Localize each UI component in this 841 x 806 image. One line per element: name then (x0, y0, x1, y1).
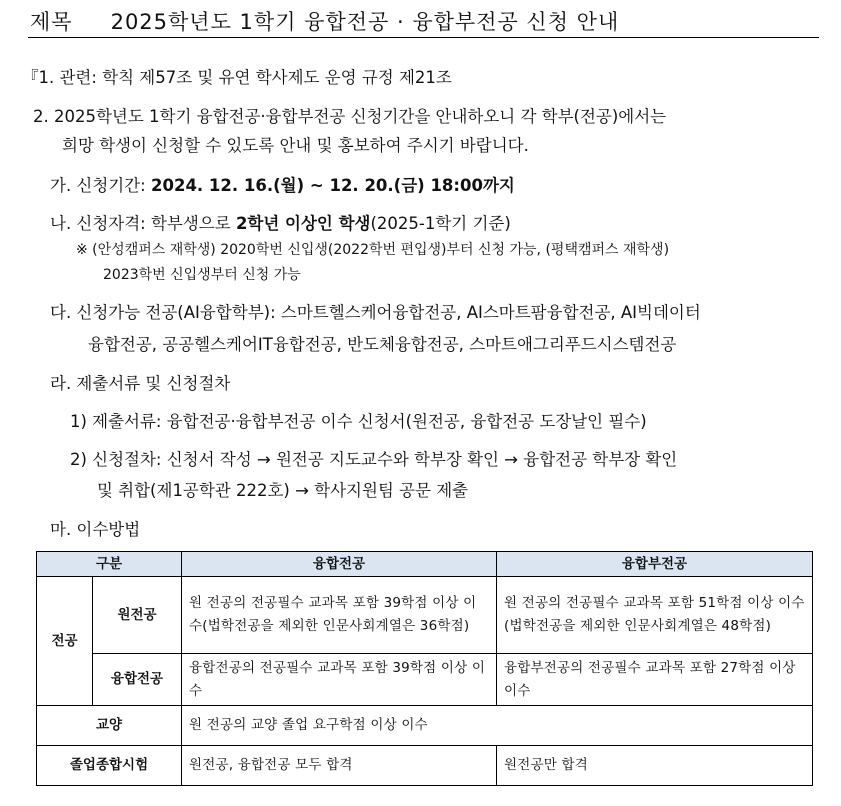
item-da-line-2: 융합전공, 공공헬스케어IT융합전공, 반도체융합전공, 스마트애그리푸드시스템전공 (88, 335, 677, 354)
row-label-liberal-arts: 교양 (37, 706, 182, 746)
title-label: 제목 (30, 10, 73, 34)
cell-origin-convergence: 원 전공의 전공필수 교과목 포함 39학점 이상 이수(법학전공을 제외한 인문사회계열은 36학점) (182, 577, 497, 654)
item-na-eligibility (50, 210, 511, 234)
row-label-major: 전공 (37, 577, 93, 706)
page-title (30, 6, 619, 36)
na-bold: 2학년 이상인 학생 (235, 214, 371, 233)
item-2-line-2: 희망 학생이 신청할 수 있도록 안내 및 홍보하여 주시기 바랍니다. (62, 136, 529, 155)
item-ra-2-line-2: 및 취합(제1공학관 222호) → 학사지원팀 공문 제출 (97, 481, 469, 500)
completion-method-table (36, 551, 813, 786)
table-row (37, 577, 813, 654)
item-da-line-1: 다. 신청가능 전공(AI융합학부): 스마트헬스케어융합전공, AI스마트팜융합전공, AI빅데이터 (50, 303, 701, 322)
item-1-related: 『1. 관련: 학칙 제57조 및 유연 학사제도 운영 규정 제21조 (22, 68, 452, 87)
cell-exam-minor: 원전공만 합격 (497, 746, 813, 786)
note-line-2: 2023학번 신입생부터 신청 가능 (103, 267, 301, 283)
header-convergence-minor: 융합부전공 (497, 552, 813, 577)
cell-convergence-convergence: 융합전공의 전공필수 교과목 포함 39학점 이상 이수 (182, 654, 497, 706)
cell-exam-convergence: 원전공, 융합전공 모두 합격 (182, 746, 497, 786)
na-suffix: (2025-1학기 기준) (370, 214, 511, 233)
note-line-1: ※ (안성캠퍼스 재학생) 2020학번 신입생(2022학번 편입생)부터 신청 가능, (평택캠퍼스 재학생) (76, 242, 670, 258)
item-2-line-1: 2. 2025학년도 1학기 융합전공·융합부전공 신청기간을 안내하오니 각 학부(전공)에서는 (33, 107, 667, 126)
table-row (37, 746, 813, 786)
ga-prefix: 가. 신청기간: (50, 176, 151, 195)
table-header-row (37, 552, 813, 577)
item-ra: 라. 제출서류 및 신청절차 (50, 374, 231, 393)
header-convergence-major: 융합전공 (182, 552, 497, 577)
item-ra-2-line-1: 2) 신청절차: 신청서 작성 → 원전공 지도교수와 학부장 확인 → 융합전공 학부장 확인 (70, 450, 678, 469)
title-divider (28, 37, 819, 38)
table-row (37, 654, 813, 706)
na-prefix: 나. 신청자격: 학부생으로 (50, 214, 236, 233)
cell-liberal-arts: 원 전공의 교양 졸업 요구학점 이상 이수 (182, 706, 813, 746)
item-ga-period (50, 172, 515, 196)
header-category: 구분 (37, 552, 182, 577)
item-ra-1: 1) 제출서류: 융합전공·융합부전공 이수 신청서(원전공, 융합전공 도장날인 필수) (70, 412, 647, 431)
ga-value: 2024. 12. 16.(월) ~ 12. 20.(금) 18:00까지 (151, 176, 515, 195)
title-text: 2025학년도 1학기 융합전공 · 융합부전공 신청 안내 (110, 10, 620, 34)
cell-origin-minor: 원 전공의 전공필수 교과목 포함 51학점 이상 이수(법학전공을 제외한 인문사회계열은 48학점) (497, 577, 813, 654)
table-row (37, 706, 813, 746)
row-label-convergence-major: 융합전공 (93, 654, 182, 706)
cell-convergence-minor: 융합부전공의 전공필수 교과목 포함 27학점 이상 이수 (497, 654, 813, 706)
item-ma: 마. 이수방법 (50, 520, 141, 539)
row-label-graduation-exam: 졸업종합시험 (37, 746, 182, 786)
row-label-origin-major: 원전공 (93, 577, 182, 654)
